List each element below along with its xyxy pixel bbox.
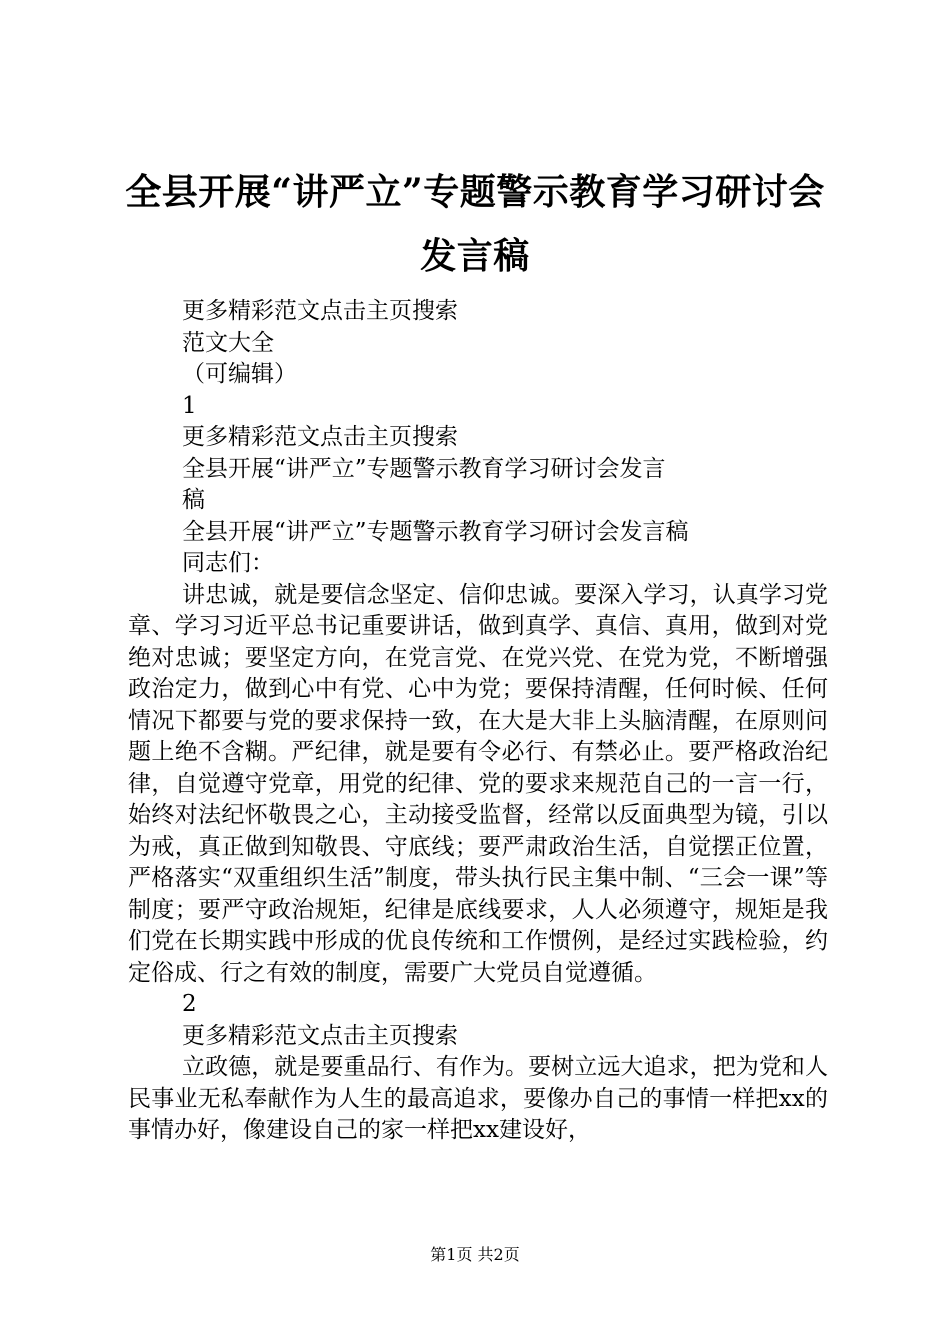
promo-line: 更多精彩范文点击主页搜索 bbox=[182, 424, 458, 450]
page-marker: 1 bbox=[182, 392, 197, 419]
document-title: 全县开展“讲严立”专题警示教育学习研讨会发言稿 bbox=[125, 171, 825, 277]
promo-line: 更多精彩范文点击主页搜索 bbox=[182, 298, 458, 324]
page-marker: 2 bbox=[182, 991, 197, 1017]
promo-line: 更多精彩范文点击主页搜索 bbox=[182, 1022, 458, 1049]
page-footer: 第1页 共2页 bbox=[430, 1245, 520, 1264]
paragraph-political-ethics: 立政德，就是要重品行、有作为。要树立远大追求，把为党和人民事业无私奉献作为人生的最高追求，要像办自己的事情一样把xx的事情办好，像建设自己的家一样把xx建设好， bbox=[128, 1054, 828, 1143]
editable-note: （可编辑） bbox=[182, 361, 297, 387]
document-body bbox=[128, 296, 828, 1147]
paragraph-loyalty-discipline: 讲忠诚，就是要信念坚定、信仰忠诚。要深入学习，认真学习党章、学习习近平总书记重要讲话，做到真学、真信、真用，做到对党绝对忠诚；要坚定方向，在党言党、在党兴党、在党为党，不断增强政治定力，做到心中有党、心中为党；要保持清醒，任何时候、任何情况下都要与党的要求保持一致，在大是大非上头脑清醒，在原则问题上绝不含糊。严纪律，就是要有令必行、有禁必止。要严格政治纪律，自觉遵守党章，用党的纪律、党的要求来规范自己的一言一行，始终对法纪怀敬畏之心，主动接受监督，经常以反面典型为镜，引以为戒，真正做到知敬畏、守底线；要严肃政治生活，自觉摆正位置，严格落实“双重组织生活”制度，带头执行民主集中制、“三会一课”等制度；要严守政治规矩，纪律是底线要求，人人必须遵守，规矩是我们党在长期实践中形成的优良传统和工作惯例，是经过实践检验，约定俗成、行之有效的制度，需要广大党员自觉遵循。 bbox=[128, 581, 828, 986]
repeated-title-line: 全县开展“讲严立”专题警示教育学习研讨会发言稿 bbox=[182, 518, 689, 545]
repeated-title-line: 稿 bbox=[182, 487, 205, 513]
salutation: 同志们： bbox=[182, 550, 274, 576]
repeated-title-line: 全县开展“讲严立”专题警示教育学习研讨会发言 bbox=[182, 455, 666, 482]
category-line: 范文大全 bbox=[182, 329, 274, 356]
